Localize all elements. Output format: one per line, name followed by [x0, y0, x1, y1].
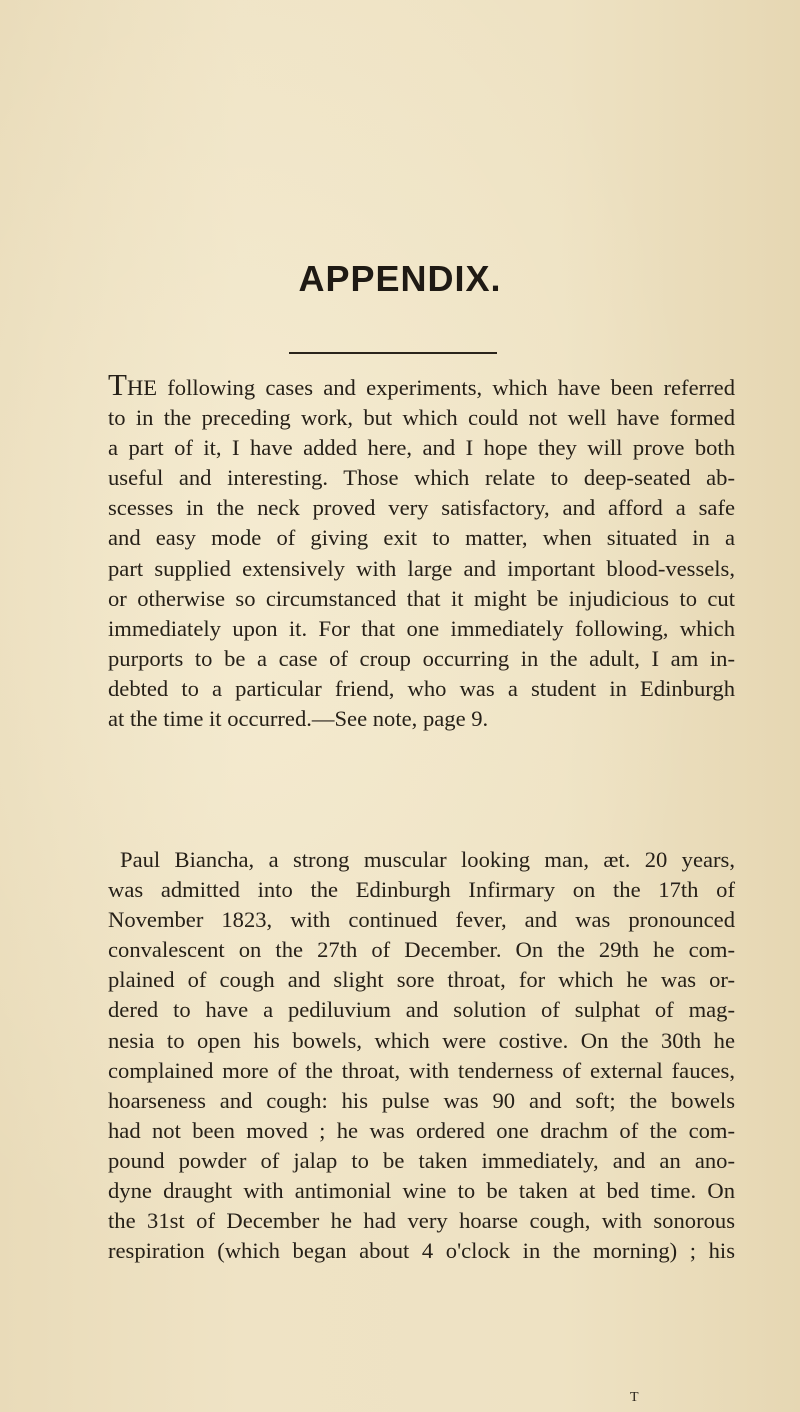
text-line: dered to have a pediluvium and solution of sulphat of mag- [108, 997, 735, 1023]
text-line: pound powder of jalap to be taken immediately, and an ano- [108, 1147, 735, 1173]
text-line: the 31st of December he had very hoarse cough, with sonorous [108, 1208, 735, 1234]
text-line: hoarseness and cough: his pulse was 90 and soft; the bowels [108, 1087, 735, 1113]
text-line: Paul Biancha, a strong muscular looking man, æt. 20 years, [120, 847, 735, 872]
title-divider [289, 352, 497, 354]
text-line: part supplied extensively with large and important blood-vessels, [108, 555, 735, 581]
text-line: and easy mode of giving exit to matter, when situated in a [108, 525, 735, 551]
text-line: was admitted into the Edinburgh Infirmary on the 17th of [108, 877, 735, 903]
text-line: complained more of the throat, with tenderness of external fauces, [108, 1057, 735, 1083]
text-line: November 1823, with continued fever, and was pronounced [108, 907, 735, 933]
text-line: plained of cough and slight sore throat, for which he was or- [108, 967, 735, 993]
text-line: immediately upon it. For that one immediately following, which [108, 615, 735, 641]
page-title: APPENDIX. [298, 258, 502, 299]
text-line: useful and interesting. Those which relate to deep-seated ab- [108, 465, 735, 491]
text-line: convalescent on the 27th of December. On the 29th he com- [108, 937, 735, 963]
text-line: nesia to open his bowels, which were costive. On the 30th he [108, 1027, 735, 1053]
case-paragraph [108, 845, 735, 1266]
text-line: at the time it occurred.—See note, page 9. [108, 706, 489, 732]
text-line: a part of it, I have added here, and I hope they will prove both [108, 435, 735, 461]
text-line: or otherwise so circumstanced that it might be injudicious to cut [108, 585, 735, 611]
text-line: respiration (which began about 4 o'clock in the morning) ; his [108, 1238, 735, 1264]
catchword: T [630, 1390, 639, 1405]
text-line: purports to be a case of croup occurring in the adult, I am in- [108, 645, 735, 671]
text-line: dyne draught with antimonial wine to be taken at bed time. On [108, 1178, 735, 1204]
text-line: had not been moved ; he was ordered one drachm of the com- [108, 1117, 735, 1143]
text-line-content: HE following cases and experiments, which have been referred [126, 375, 735, 400]
text-line: to in the preceding work, but which could not well have formed [108, 405, 735, 431]
text-line: debted to a particular friend, who was a student in Edinburgh [108, 675, 735, 701]
text-line [108, 367, 735, 403]
intro-paragraph [108, 367, 735, 734]
text-line: scesses in the neck proved very satisfactory, and afford a safe [108, 495, 735, 521]
drop-cap: T [108, 367, 127, 402]
